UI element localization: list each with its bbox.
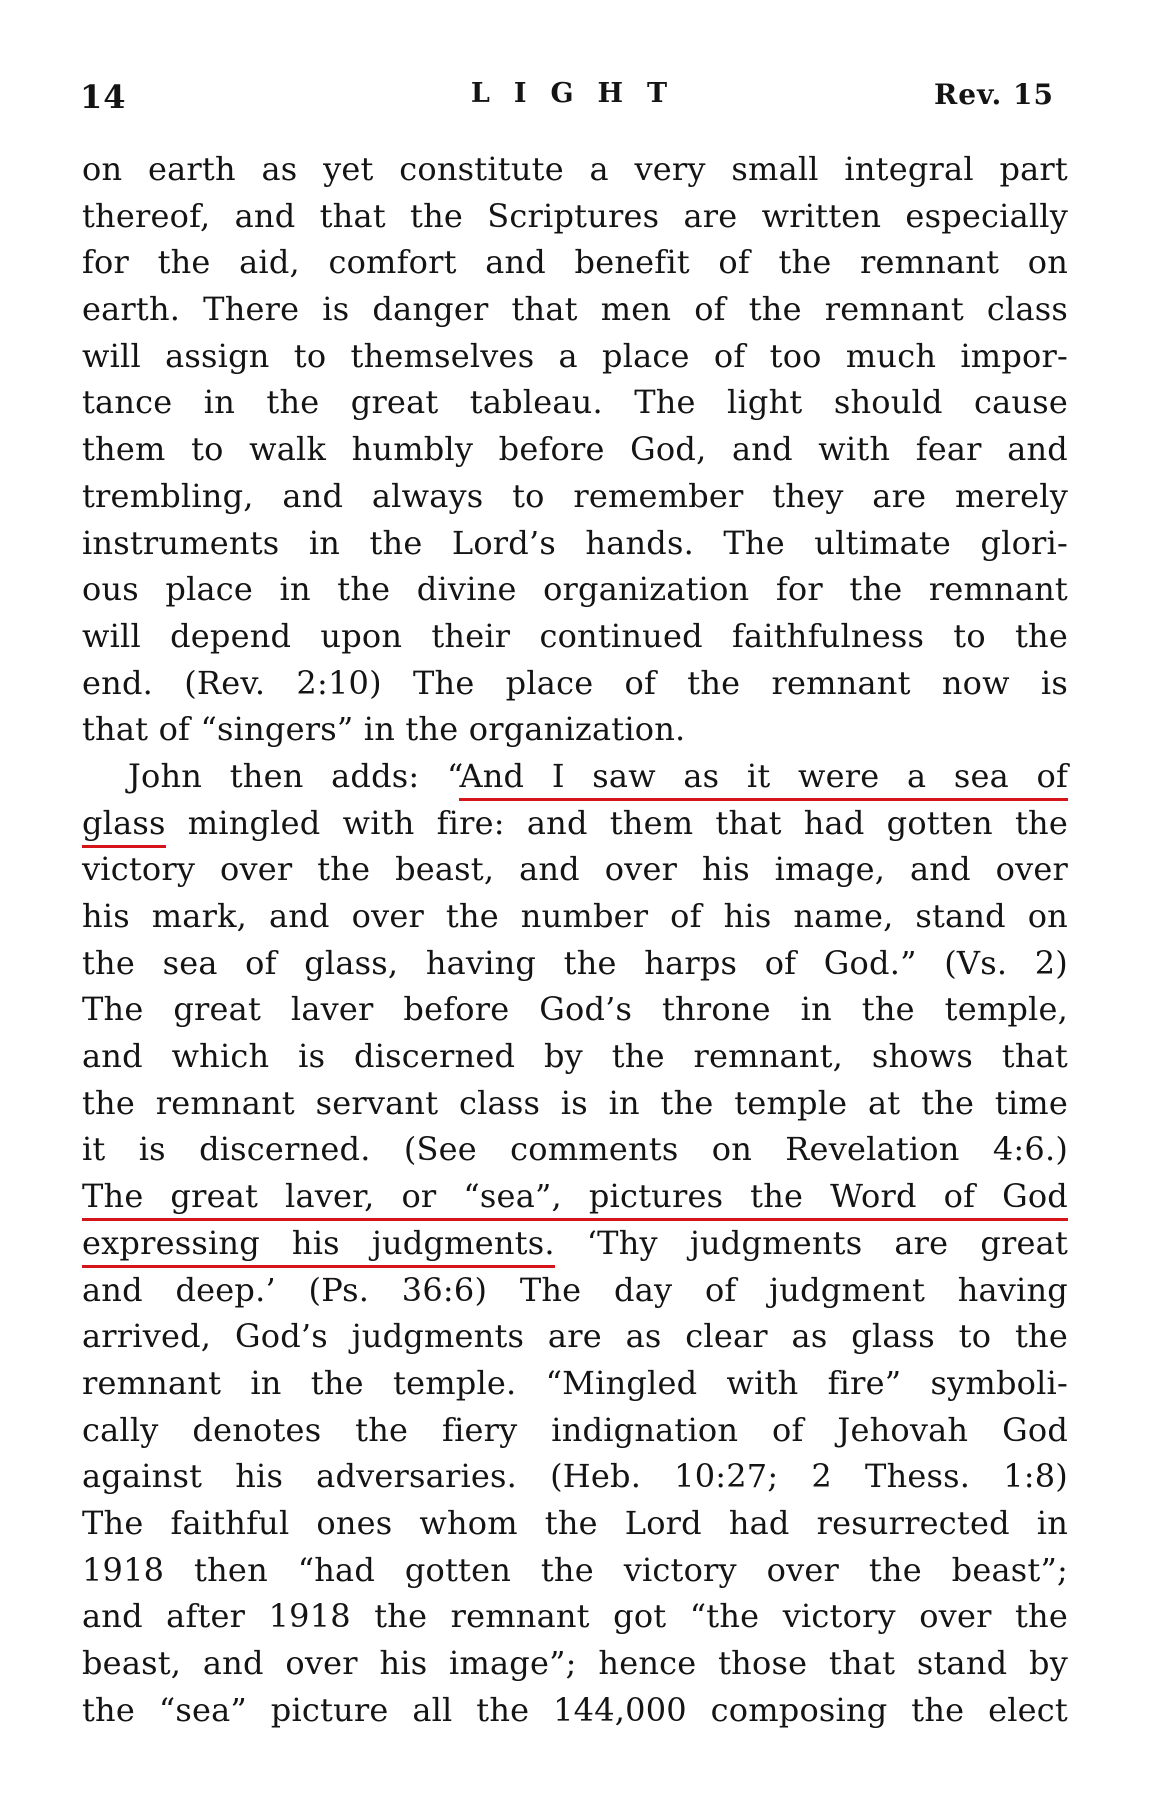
text-line: that of “singers” in the organization. [82, 710, 686, 749]
running-title: LIGHT [470, 78, 692, 109]
text-line: his mark, and over the number of his name, stand on [82, 897, 1068, 935]
text-line: for the aid, comfort and benefit of the remnant on [82, 243, 1068, 282]
text-line: and which is discerned by the remnant, shows that [82, 1037, 1068, 1076]
body-text [82, 146, 1068, 1733]
text-line: arrived, God’s judgments are as clear as glass to the [82, 1317, 1068, 1356]
text-line [82, 800, 1068, 847]
text-line: beast, and over his image”; hence those that stand by [82, 1644, 1068, 1682]
text-line: will assign to themselves a place of too much impor- [82, 336, 1068, 375]
text-line: the sea of glass, having the harps of God.” (Vs. 2) [82, 943, 1068, 982]
underlined-text: And I saw as it were a sea of [459, 757, 1068, 801]
page-header [80, 70, 1062, 120]
text-line: 1918 then “had gotten the victory over the beast”; [82, 1550, 1068, 1589]
text-line: earth. There is danger that men of the remnant class [82, 290, 1068, 329]
text-span: ‘Thy judgments are great [554, 1223, 1069, 1262]
text-line: and after 1918 the remnant got “the victory over the [82, 1597, 1068, 1636]
text-line: cally denotes the fiery indignation of Jehovah God [82, 1410, 1068, 1449]
text-line: it is discerned. (See comments on Revelation 4:6.) [82, 1130, 1068, 1169]
text-line: them to walk humbly before God, and with fear and [82, 430, 1068, 469]
underlined-text: The great laver, or “sea”, pictures the Word of God [82, 1177, 1068, 1221]
text-line: end. (Rev. 2:10) The place of the remnant now is [82, 663, 1068, 702]
text-line: and deep.’ (Ps. 36:6) The day of judgment having [82, 1270, 1068, 1309]
text-line: instruments in the Lord’s hands. The ultimate glori- [82, 523, 1068, 562]
text-line: will depend upon their continued faithfulness to the [82, 616, 1068, 655]
text-line: ous place in the divine organization for the remnant [82, 570, 1068, 609]
text-line [82, 1220, 1068, 1267]
text-line: thereof, and that the Scriptures are written especially [82, 196, 1068, 235]
text-line: the remnant servant class is in the temple at the time [82, 1083, 1068, 1122]
text-line: trembling, and always to remember they are merely [82, 476, 1068, 515]
text-line: remnant in the temple. “Mingled with fire” symboli- [82, 1363, 1068, 1402]
underlined-text: expressing his judgments. [82, 1224, 555, 1268]
text-line [82, 753, 1068, 800]
text-line: tance in the great tableau. The light should cause [82, 383, 1068, 422]
text-line [82, 1173, 1068, 1220]
text-span: John then adds: “ [128, 756, 460, 795]
text-line: victory over the beast, and over his image, and over [82, 850, 1068, 889]
underlined-text: glass [82, 804, 166, 848]
chapter-reference: Rev. 15 [934, 78, 1054, 111]
text-span: mingled with fire: and them that had gotten the [165, 803, 1068, 842]
text-line: the “sea” picture all the 144,000 composing the elect [82, 1690, 1068, 1729]
text-line: The great laver before God’s throne in the temple, [82, 990, 1068, 1029]
text-line: The faithful ones whom the Lord had resurrected in [82, 1503, 1068, 1542]
page-number: 14 [80, 78, 127, 116]
text-line: against his adversaries. (Heb. 10:27; 2 Thess. 1:8) [82, 1457, 1068, 1496]
text-line: on earth as yet constitute a very small integral part [82, 150, 1068, 188]
